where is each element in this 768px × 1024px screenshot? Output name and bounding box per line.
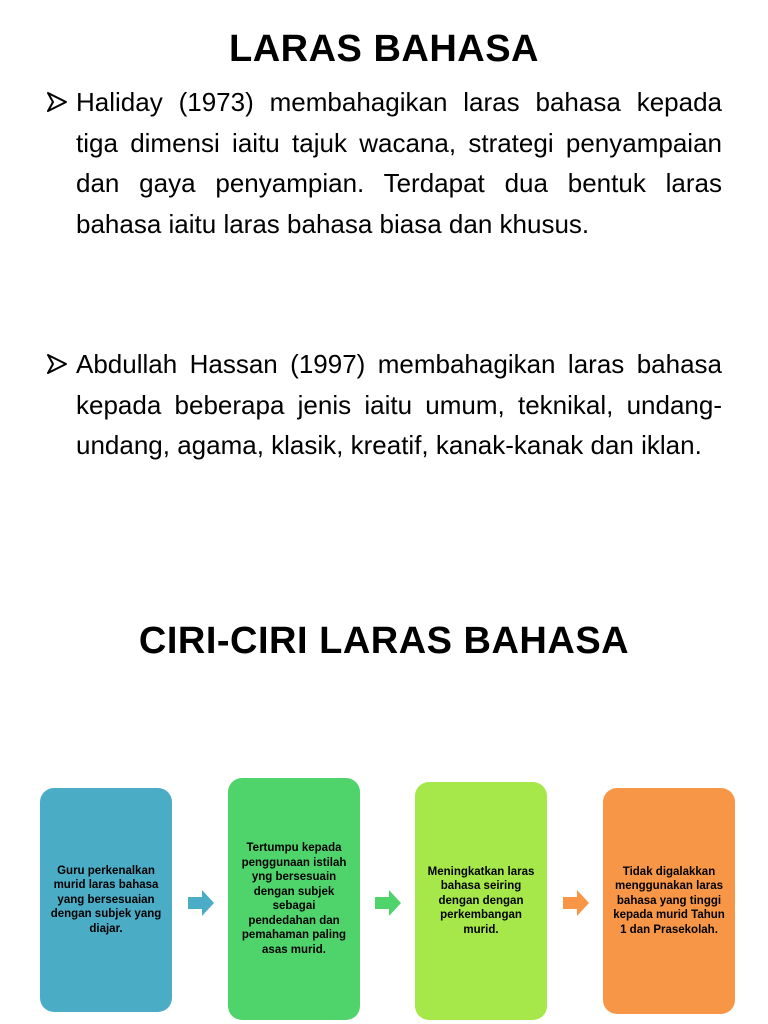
arrowhead-bullet-icon <box>46 82 76 122</box>
arrowhead-bullet-icon <box>46 344 76 384</box>
bullet-text: Haliday (1973) membahagikan laras bahasa kepada tiga dimensi iaitu tajuk wacana, strategi penyampaian dan gaya penyampian. Terdapat dua bentuk laras bahasa iaitu laras bahasa biasa dan khusus. <box>76 87 722 239</box>
slide-title: CIRI-CIRI LARAS BAHASA <box>138 620 630 662</box>
flow-step-1: Guru perkenalkan murid laras bahasa yang bersesuaian dengan subjek yang diajar. <box>40 788 172 1012</box>
flow-step-4: Tidak digalakkan menggunakan laras bahasa yang tinggi kepada murid Tahun 1 dan Prasekolah. <box>603 788 735 1014</box>
flow-step-2: Tertumpu kepada penggunaan istilah yng bersesuain dengan subjek sebagai pendedahan dan pemahaman paling asas murid. <box>228 778 360 1020</box>
right-arrow-icon <box>373 888 403 918</box>
right-arrow-icon <box>186 888 216 918</box>
bullet-text: Abdullah Hassan (1997) membahagikan laras bahasa kepada beberapa jenis iaitu umum, teknikal, undang-undang, agama, klasik, kreatif, kanak-kanak dan iklan. <box>76 349 722 460</box>
slide-title: LARAS BAHASA <box>229 28 539 70</box>
bullet-item-abdullah-hassan <box>46 344 722 466</box>
flow-step-3: Meningkatkan laras bahasa seiring dengan dengan perkembangan murid. <box>415 782 547 1020</box>
slide-ciri-ciri-laras-bahasa <box>0 560 768 1024</box>
right-arrow-icon <box>561 888 591 918</box>
bullet-item-haliday <box>46 82 722 244</box>
process-flow <box>0 770 768 1024</box>
